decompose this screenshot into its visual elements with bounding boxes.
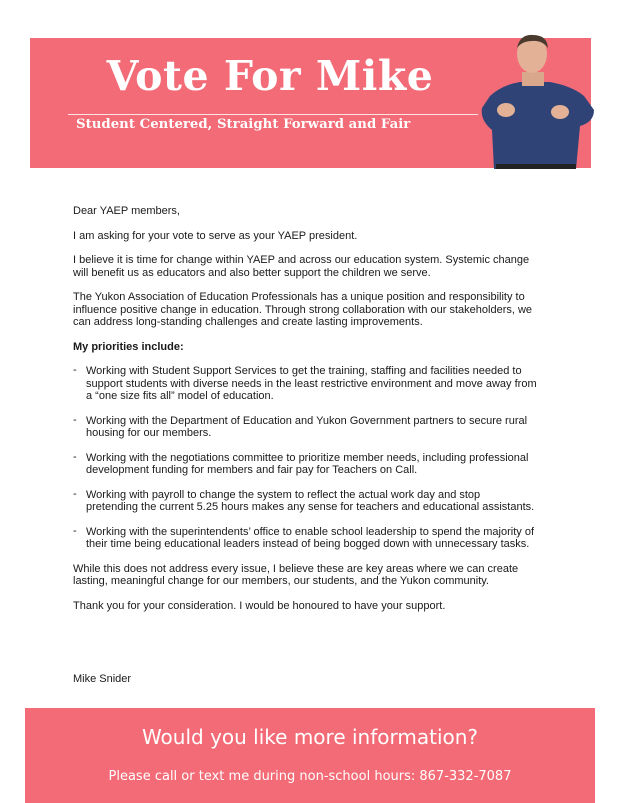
text-line: a “one size fits all” model of education.	[86, 389, 274, 402]
text-line: Working with the negotiations committee to prioritize member needs, including professional	[86, 451, 529, 464]
text-line: Working with the Department of Education and Yukon Government partners to secure rural	[86, 414, 528, 427]
text-line: lasting, meaningful change for our members, our students, and the Yukon community.	[73, 574, 489, 587]
bullet-dash: -	[73, 450, 77, 463]
bullet-dash: -	[73, 524, 77, 537]
text-line: pretending the current 5.25 hours makes any sense for teachers and educational assistants.	[86, 500, 535, 513]
flyer-title: Vote For Mike	[106, 52, 434, 100]
footer-banner	[25, 708, 595, 803]
text-line: can address long-standing challenges and create lasting improvements.	[73, 315, 423, 328]
list-item	[73, 415, 553, 440]
text-line: their time being educational leaders instead of being bogged down with unnecessary tasks.	[86, 537, 530, 550]
bullet-dash: -	[73, 413, 77, 426]
text-line: Working with Student Support Services to get the training, staffing and facilities needed to	[86, 365, 522, 378]
list-item	[73, 365, 553, 402]
list-item	[73, 452, 553, 477]
text-line: I believe it is time for change within YAEP and across our education system. Systemic change	[73, 254, 530, 267]
text-line: housing for our members.	[86, 426, 212, 439]
paragraph-change	[73, 254, 553, 279]
signature: Mike Snider	[73, 673, 132, 685]
footer-heading: Would you like more information?	[141, 725, 479, 749]
paragraph-association	[73, 291, 553, 328]
header-divider	[68, 114, 478, 115]
thanks-paragraph: Thank you for your consideration. I would be honoured to have your support.	[73, 599, 446, 612]
text-line: The Yukon Association of Education Professionals has a unique position and responsibility to	[73, 291, 525, 304]
candidate-photo	[472, 30, 597, 169]
bullet-dash: -	[73, 487, 77, 500]
intro-paragraph: I am asking for your vote to serve as your YAEP president.	[73, 229, 358, 242]
text-line: influence positive change in education. Through strong collaboration with our stakeholders, we	[73, 303, 533, 316]
list-item	[73, 489, 553, 514]
text-line: development funding for members and fair pay for Teachers on Call.	[86, 463, 418, 476]
greeting: Dear YAEP members,	[73, 205, 180, 217]
paragraph-closing	[73, 563, 553, 588]
flyer-subtitle: Student Centered, Straight Forward and Fair	[76, 117, 411, 132]
text-line: will benefit us as educators and also better support the children we serve.	[73, 266, 431, 279]
letter-body	[73, 205, 553, 624]
list-item	[73, 526, 553, 551]
text-line: While this does not address every issue, I believe these are key areas where we can create	[73, 562, 519, 575]
text-line: Working with the superintendents’ office to enable school leadership to spend the majority of	[86, 525, 535, 538]
contact-info: Please call or text me during non-school hours: 867-332-7087	[108, 769, 512, 784]
text-line: support students with diverse needs in the least restrictive environment and move away from	[86, 377, 537, 390]
priorities-heading: My priorities include:	[73, 340, 184, 353]
bullet-dash: -	[73, 364, 77, 377]
text-line: Working with payroll to change the system to reflect the actual work day and stop	[86, 488, 481, 501]
